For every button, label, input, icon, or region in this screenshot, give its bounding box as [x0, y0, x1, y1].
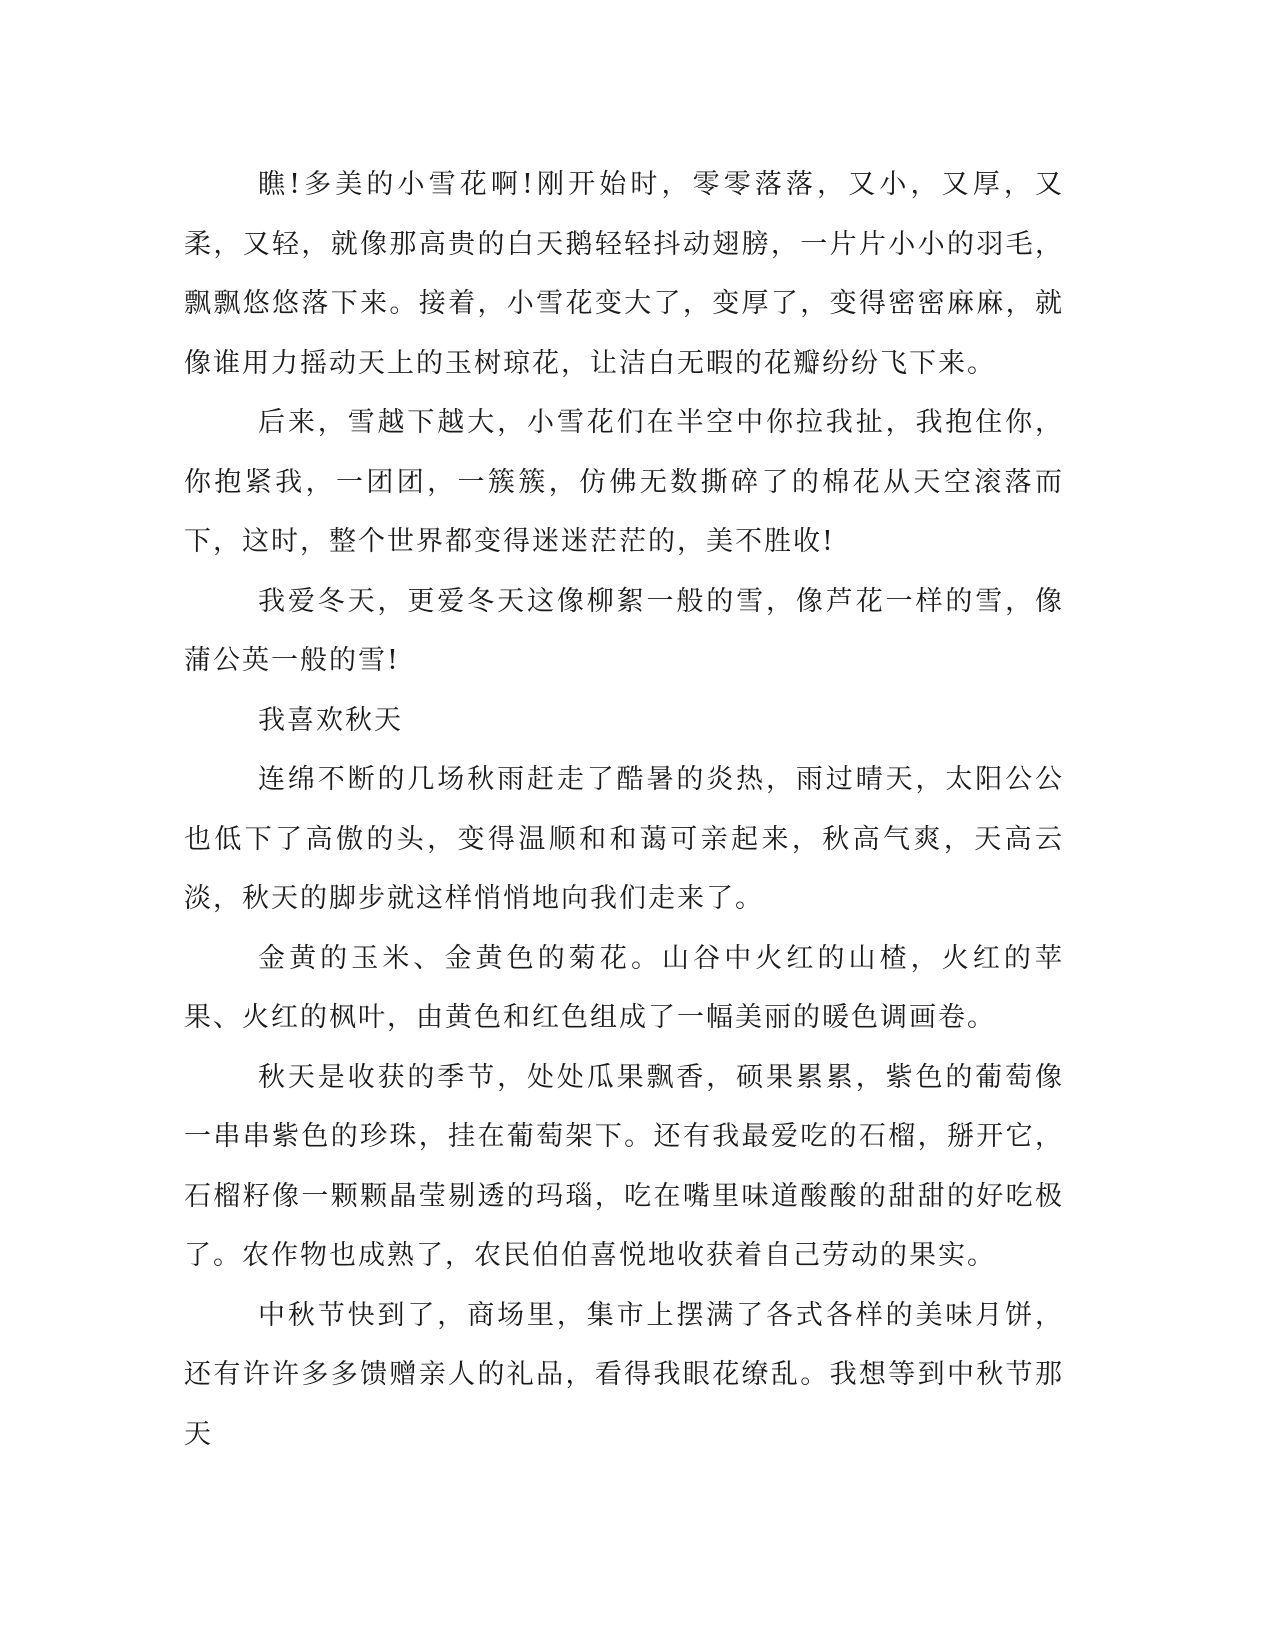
- paragraph-heavy-snow: 后来，雪越下越大，小雪花们在半空中你拉我扯，我抱住你，你抱紧我，一团团，一簇簇，仿佛无数撕碎了的棉花从天空滚落而下，这时，整个世界都变得迷迷茫茫的，美不胜收!: [184, 407, 1064, 557]
- paragraph-mid-autumn: 中秋节快到了，商场里，集市上摆满了各式各样的美味月饼，还有许许多多馈赠亲人的礼品，看得我眼花缭乱。我想等到中秋节那天: [184, 1299, 1064, 1450]
- paragraph-autumn-colors: 金黄的玉米、金黄色的菊花。山谷中火红的山楂，火红的苹果、火红的枫叶，由黄色和红色组成了一幅美丽的暖色调画卷。: [184, 942, 1064, 1033]
- paragraph-autumn-arrives: 连绵不断的几场秋雨赶走了酷暑的炎热，雨过晴天，太阳公公也低下了高傲的头，变得温顺和和蔼可亲起来，秋高气爽，天高云淡，秋天的脚步就这样悄悄地向我们走来了。: [184, 764, 1064, 914]
- paragraph-love-winter: 我爱冬天，更爱冬天这像柳絮一般的雪，像芦花一样的雪，像蒲公英一般的雪!: [184, 585, 1064, 676]
- section-title-autumn: 我喜欢秋天: [258, 704, 403, 736]
- paragraph-harvest: 秋天是收获的季节，处处瓜果飘香，硕果累累，紫色的葡萄像一串串紫色的珍珠，挂在葡萄架下。还有我最爱吃的石榴，掰开它，石榴籽像一颗颗晶莹剔透的玛瑙，吃在嘴里味道酸酸的甜甜的好吃极了。农作物也成熟了，农民伯伯喜悦地收获着自己劳动的果实。: [184, 1061, 1064, 1271]
- document-body: [184, 155, 1064, 1464]
- paragraph-snowflakes: 瞧!多美的小雪花啊!刚开始时，零零落落，又小，又厚，又柔，又轻，就像那高贵的白天鹅轻轻抖动翅膀，一片片小小的羽毛，飘飘悠悠落下来。接着，小雪花变大了，变厚了，变得密密麻麻，就像谁用力摇动天上的玉树琼花，让洁白无暇的花瓣纷纷飞下来。: [184, 169, 1064, 379]
